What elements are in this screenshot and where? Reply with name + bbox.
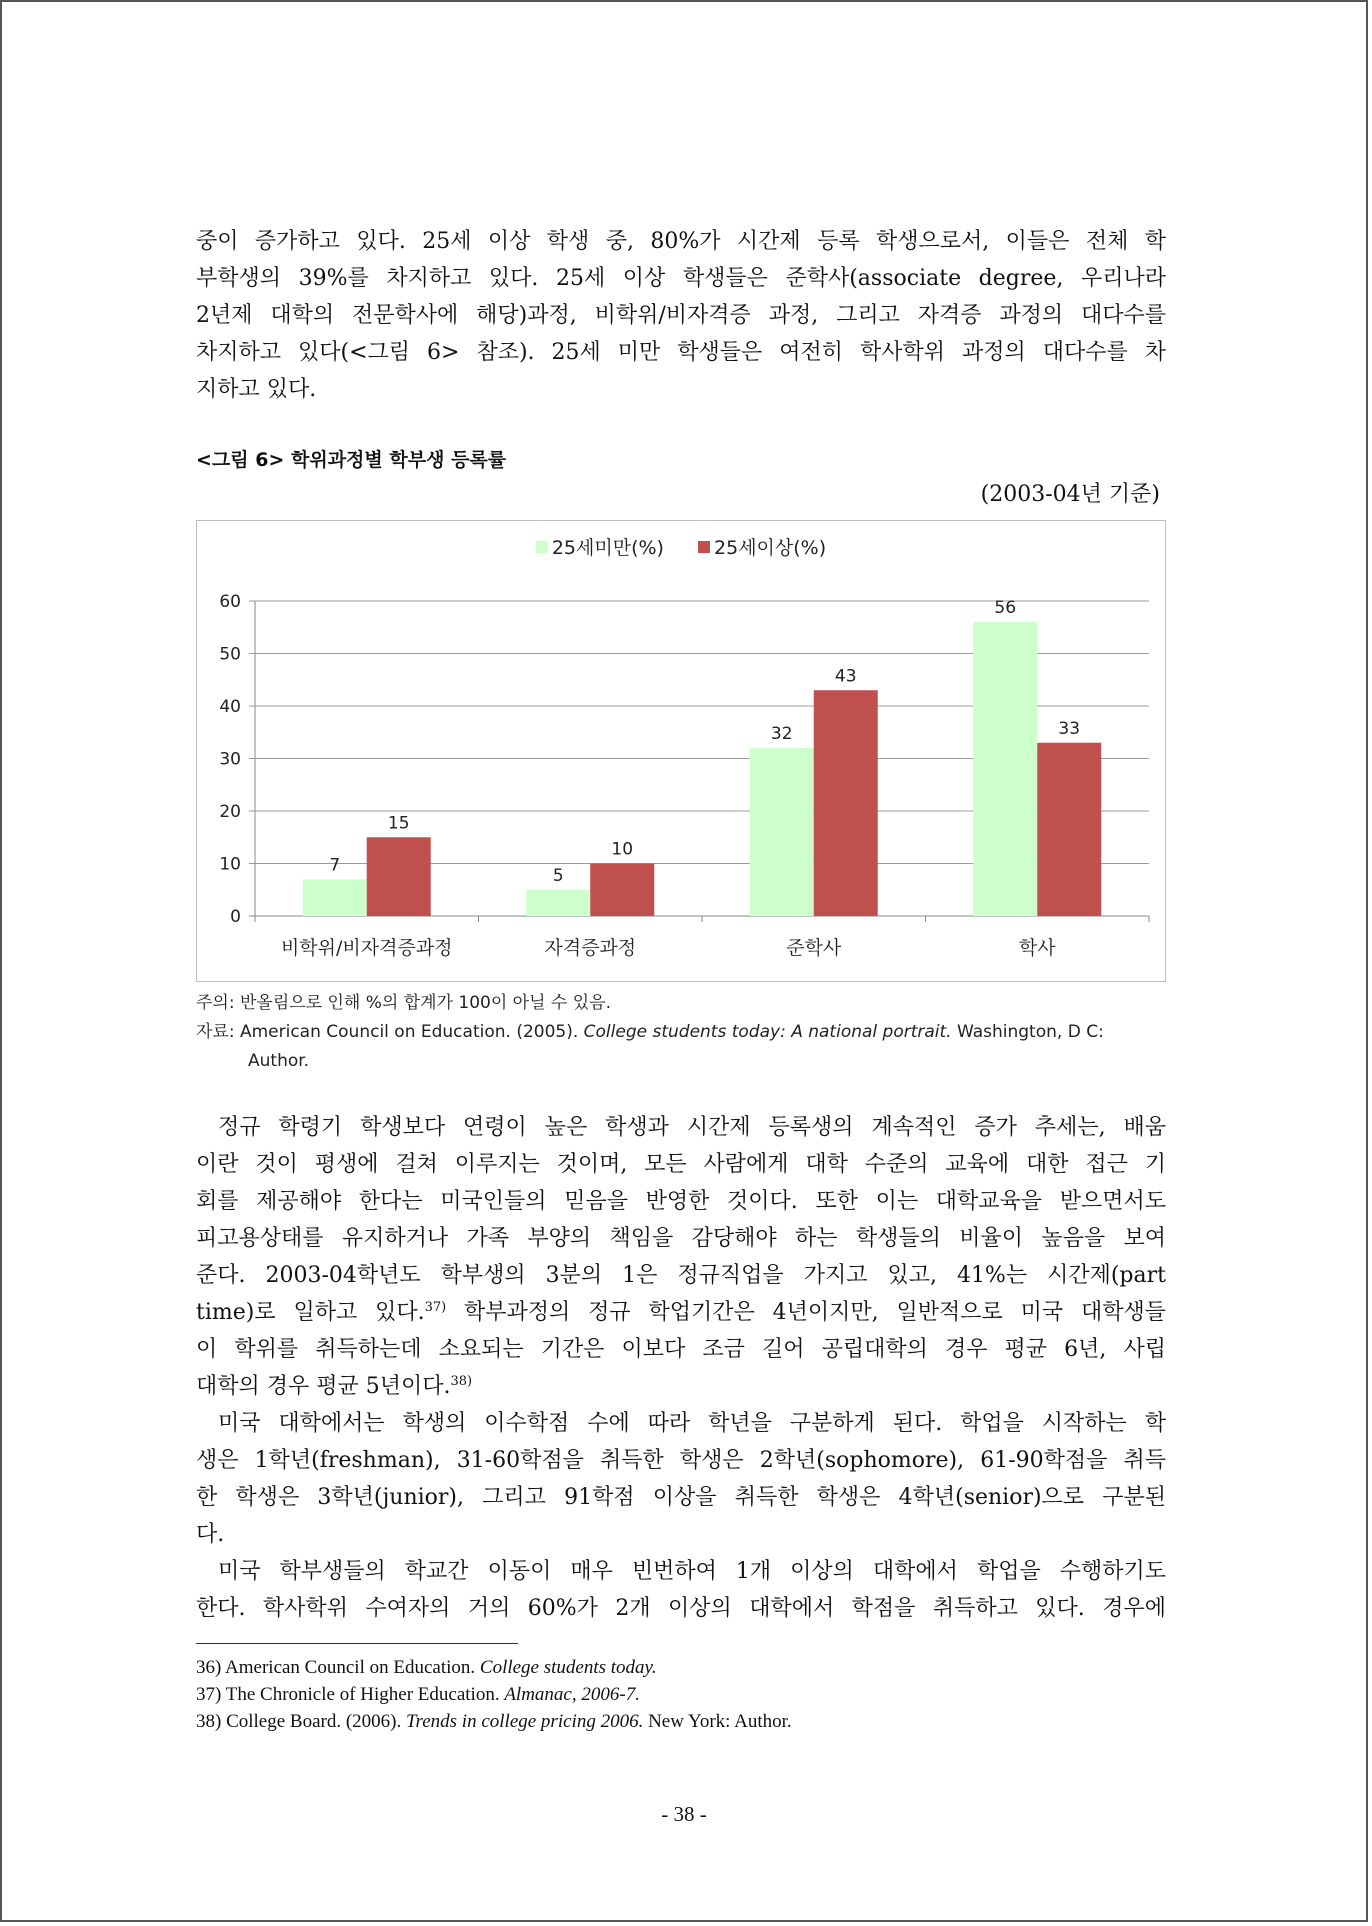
y-tick-label: 60 — [219, 592, 241, 612]
text-segment: time)로 일하고 있다. — [196, 1300, 425, 1325]
text-segment: 학부과정의 정규 학업기간은 4년이지만, 일반적으로 미국 대학생들 — [446, 1300, 1166, 1325]
paragraph-trend — [196, 1109, 1166, 1405]
source-prefix: 자료: American Council on Education. (2005). — [196, 1022, 584, 1042]
bar-chart — [196, 520, 1166, 982]
data-label: 7 — [329, 855, 341, 876]
data-label: 10 — [611, 839, 634, 860]
text-line: 이 학위를 취득하는데 소요되는 기간은 이보다 조금 길어 공립대학의 경우 평균 6년, 사립 — [196, 1337, 1166, 1362]
text-line: 정규 학령기 학생보다 연령이 높은 학생과 시간제 등록생의 계속적인 증가 추세는, 배움 — [218, 1115, 1166, 1140]
text-line: 준다. 2003-04학년도 학부생의 3분의 1은 정규직업을 가지고 있고, 41%는 시간제(part — [196, 1263, 1166, 1288]
figure-source — [196, 1018, 1166, 1047]
text-segment: 대학의 경우 평균 5년이다. — [196, 1374, 451, 1399]
data-label: 32 — [770, 724, 793, 744]
x-category-label: 학사 — [1018, 937, 1056, 959]
data-label: 33 — [1058, 718, 1081, 739]
figure-source-continued: Author. — [248, 1051, 310, 1071]
legend-label-under-25: 25세미만(%) — [551, 537, 664, 559]
footnote-text: New York: Author. — [643, 1711, 792, 1732]
x-category-label: 준학사 — [786, 937, 842, 959]
text-line: 지하고 있다. — [196, 377, 317, 402]
data-label: 15 — [387, 813, 410, 834]
text-line: 한다. 학사학위 수여자의 거의 60%가 2개 이상의 대학에서 학점을 취득하고 있다. 경우에 — [196, 1596, 1166, 1621]
y-tick-label: 40 — [219, 697, 241, 717]
paragraph-credits — [196, 1405, 1166, 1553]
text-line: 다. — [196, 1522, 225, 1547]
data-label: 56 — [994, 598, 1017, 618]
text-line — [196, 1368, 1166, 1405]
figure-basis: (2003-04년 기준) — [980, 482, 1160, 507]
page-number: - 38 - — [661, 1802, 707, 1826]
footnote-text: 37) The Chronicle of Higher Education. — [196, 1684, 505, 1705]
text-line: 중이 증가하고 있다. 25세 이상 학생 중, 80%가 시간제 등록 학생으로서, 이들은 전체 학 — [196, 229, 1166, 254]
y-tick-label: 10 — [219, 854, 241, 875]
bar — [1037, 743, 1101, 916]
bar — [526, 890, 590, 916]
text-line: 한 학생은 3학년(junior), 그리고 91학점 이상을 취득한 학생은 4학년(senior)으로 구분된 — [196, 1485, 1166, 1510]
figure-title: <그림 6> 학위과정별 학부생 등록률 — [196, 449, 507, 471]
data-label: 43 — [834, 666, 857, 687]
text-line: 미국 학부생들의 학교간 이동이 매우 빈번하여 1개 이상의 대학에서 학업을 수행하기도 — [218, 1559, 1166, 1584]
footnote-title: College students today. — [479, 1657, 657, 1678]
footnote-37 — [196, 1681, 792, 1708]
bar — [750, 748, 814, 916]
text-line: 생은 1학년(freshman), 31-60학점을 취득한 학생은 2학년(sophomore), 61-90학점을 취득 — [196, 1448, 1166, 1473]
text-line: 이란 것이 평생에 걸쳐 이루지는 것이며, 모든 사람에게 대학 수준의 교육에 대한 접근 기 — [196, 1152, 1166, 1177]
y-tick-label: 30 — [219, 749, 241, 770]
data-label: 5 — [552, 865, 564, 886]
figure-notes — [196, 989, 1166, 1076]
text-line: 차지하고 있다(<그림 6> 참조). 25세 미만 학생들은 여전히 학사학위 과정의 대다수를 차 — [196, 340, 1166, 365]
bar — [367, 837, 431, 916]
x-category-label: 비학위/비자격증과정 — [280, 937, 453, 959]
y-tick-label: 0 — [230, 907, 241, 927]
text-line: 회를 제공해야 한다는 미국인들의 믿음을 반영한 것이다. 또한 이는 대학교육을 받으면서도 — [196, 1189, 1166, 1214]
text-line: 미국 대학에서는 학생의 이수학점 수에 따라 학년을 구분하게 된다. 학업을 시작하는 학 — [218, 1411, 1166, 1436]
bar — [973, 622, 1037, 916]
footnote-title: Trends in college pricing 2006. — [406, 1711, 644, 1732]
footnote-38 — [196, 1708, 792, 1735]
footnote-divider — [196, 1643, 518, 1644]
footnote-36 — [196, 1654, 792, 1681]
footnote-title: Almanac, 2006-7. — [504, 1684, 640, 1705]
text-line: 피고용상태를 유지하거나 가족 부양의 책임을 감당해야 하는 학생들의 비율이 높음을 보여 — [196, 1226, 1166, 1251]
text-line: 부학생의 39%를 차지하고 있다. 25세 이상 학생들은 준학사(associate degree, 우리나라 — [196, 266, 1166, 291]
source-title: College students today: A national portrait. — [583, 1022, 952, 1042]
legend-label-over-25: 25세이상(%) — [714, 537, 827, 559]
y-tick-label: 50 — [219, 644, 241, 665]
text-line — [196, 1294, 1166, 1331]
footnote-text: 38) College Board. (2006). — [196, 1711, 407, 1732]
paragraph-transfer — [196, 1553, 1166, 1627]
x-category-label: 자격증과정 — [544, 937, 637, 959]
bar — [814, 690, 878, 916]
footnote-ref-37: 37) — [424, 1300, 447, 1315]
chart-plot — [197, 521, 1165, 981]
text-line: 2년제 대학의 전문학사에 해당)과정, 비학위/비자격증 과정, 그리고 자격증 과정의 대다수를 — [196, 303, 1166, 328]
footnotes — [196, 1654, 792, 1735]
y-tick-label: 20 — [219, 802, 241, 822]
footnote-ref-38: 38) — [450, 1374, 473, 1389]
bar — [303, 879, 367, 916]
paragraph-intro — [196, 223, 1166, 408]
bar — [590, 864, 654, 917]
footnote-text: 36) American Council on Education. — [196, 1657, 480, 1678]
figure-note-rounding: 주의: 반올림으로 인해 %의 합계가 100이 아닐 수 있음. — [196, 993, 611, 1013]
source-suffix: Washington, D C: — [951, 1022, 1104, 1042]
